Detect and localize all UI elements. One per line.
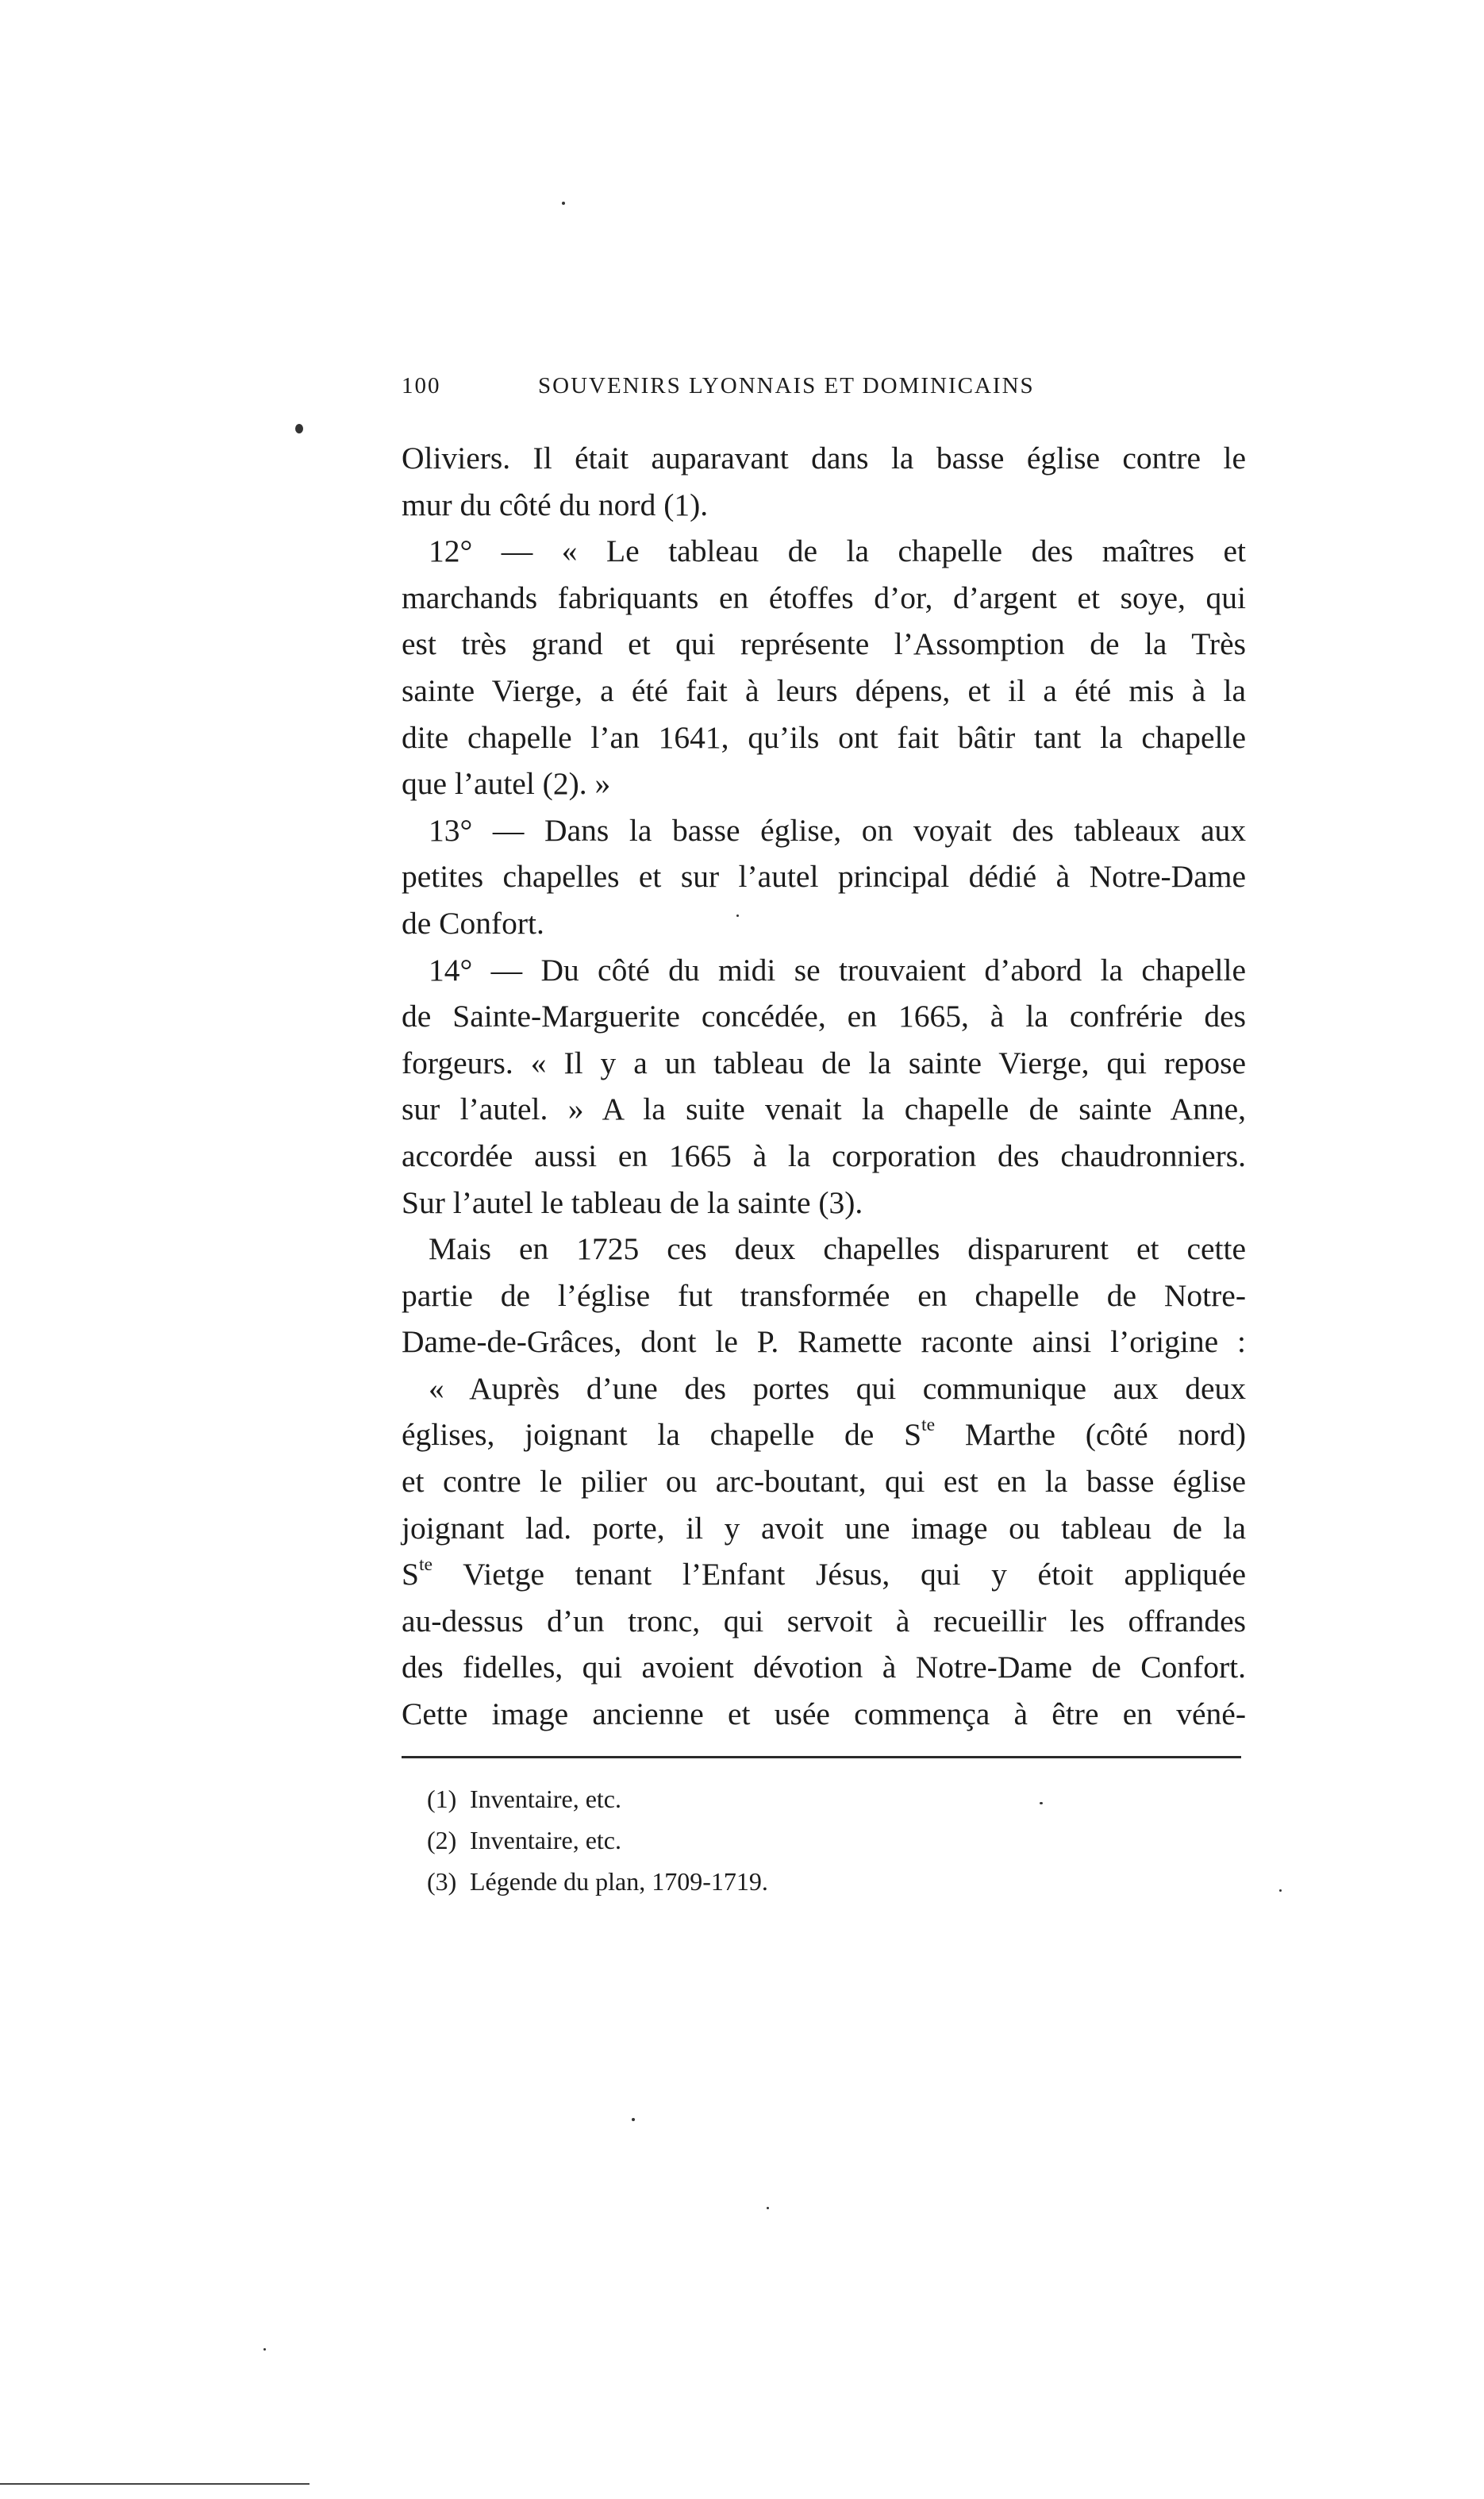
footnote: [427, 1819, 1221, 1861]
text-fragment: Vietge tenant l’Enfant Jésus, qui y étoit appliquée: [463, 1557, 1246, 1592]
text-line: forgeurs. « Il y a un tableau de la sainte Vierge, qui repose: [402, 1045, 1246, 1080]
text-fragment: églises, joignant la chapelle de: [402, 1417, 875, 1453]
saint-abbreviation: $S^{te}$: [904, 1415, 936, 1453]
text-line: joignant lad. porte, il y avoit une image ou tableau de la: [402, 1510, 1246, 1546]
page-header: [402, 373, 1246, 408]
text-line: partie de l’église fut transformée en chapelle de Notre-: [402, 1277, 1246, 1313]
text-line: 12° — « Le tableau de la chapelle des maîtres et: [429, 533, 1246, 569]
scan-edge-line: [0, 2483, 309, 2485]
footnote-text: Légende du plan, 1709-1719.: [470, 1867, 768, 1896]
text-line: que l’autel (2). »: [402, 766, 611, 802]
text-line: 14° — Du côté du midi se trouvaient d’abord la chapelle: [429, 952, 1246, 988]
scan-speck: [263, 2348, 266, 2351]
text-line: « Auprès d’une des portes qui communique aux deux: [429, 1370, 1246, 1406]
footnote-mark: (3): [427, 1867, 457, 1896]
footnote-mark: (1): [427, 1785, 457, 1813]
text-line: marchands fabriquants en étoffes d’or, d’argent et soye, qui: [402, 580, 1246, 615]
text-line: Mais en 1725 ces deux chapelles disparurent et cette: [429, 1231, 1246, 1267]
footnote: [427, 1778, 1221, 1819]
text-fragment: Marthe (côté nord): [964, 1417, 1247, 1453]
text-line: sur l’autel. » A la suite venait la chapelle de sainte Anne,: [402, 1092, 1246, 1127]
text-line: de Sainte-Marguerite concédée, en 1665, à la confrérie des: [402, 999, 1246, 1034]
text-line: 13° — Dans la basse église, on voyait des tableaux aux: [429, 812, 1246, 848]
text-line: est très grand et qui représente l’Assomption de la Très: [402, 626, 1246, 662]
text-line: de Confort.: [402, 905, 544, 941]
saint-abbreviation: $S^{te}$: [402, 1554, 433, 1592]
scan-speck: [1279, 1889, 1282, 1892]
text-line-with-abbreviation: [402, 1551, 1246, 1598]
text-line: et contre le pilier ou arc-boutant, qui est en la basse église: [402, 1464, 1246, 1500]
scan-speck: [736, 915, 739, 917]
text-line: Dame-de-Grâces, dont le P. Ramette raconte ainsi l’origine :: [402, 1324, 1246, 1360]
text-line: accordée aussi en 1665 à la corporation des chaudronniers.: [402, 1138, 1246, 1173]
scan-speck: [562, 202, 565, 205]
footnote-text: Inventaire, etc.: [470, 1785, 621, 1813]
scan-speck: [767, 2207, 769, 2209]
text-line: des fidelles, qui avoient dévotion à Notre-Dame de Confort.: [402, 1650, 1246, 1685]
footnotes: [427, 1778, 1221, 1902]
text-line-with-abbreviation: [402, 1411, 1246, 1458]
text-line: dite chapelle l’an 1641, qu’ils ont fait bâtir tant la chapelle: [402, 719, 1246, 755]
text-line: au-dessus d’un tronc, qui servoit à recueillir les offrandes: [402, 1603, 1246, 1638]
running-head: SOUVENIRS LYONNAIS ET DOMINICAINS: [538, 373, 1035, 399]
text-line: petites chapelles et sur l’autel principal dédié à Notre-Dame: [402, 859, 1246, 895]
text-line: sainte Vierge, a été fait à leurs dépens, et il a été mis à la: [402, 672, 1246, 708]
text-line: Cette image ancienne et usée commença à être en véné-: [402, 1696, 1246, 1732]
page-number: 100: [402, 373, 441, 399]
body-text: [402, 435, 1246, 1738]
scan-speck: [632, 2118, 635, 2121]
text-line: Oliviers. Il était auparavant dans la basse église contre le: [402, 441, 1246, 476]
footnote-text: Inventaire, etc.: [470, 1826, 621, 1854]
text-line: Sur l’autel le tableau de la sainte (3).: [402, 1184, 863, 1220]
footnote-mark: (2): [427, 1826, 457, 1854]
footnote-rule: [402, 1756, 1241, 1758]
scan-speck: [1040, 1802, 1043, 1804]
scan-speck: [295, 424, 303, 433]
footnote: [427, 1861, 1221, 1902]
text-line: mur du côté du nord (1).: [402, 487, 709, 522]
